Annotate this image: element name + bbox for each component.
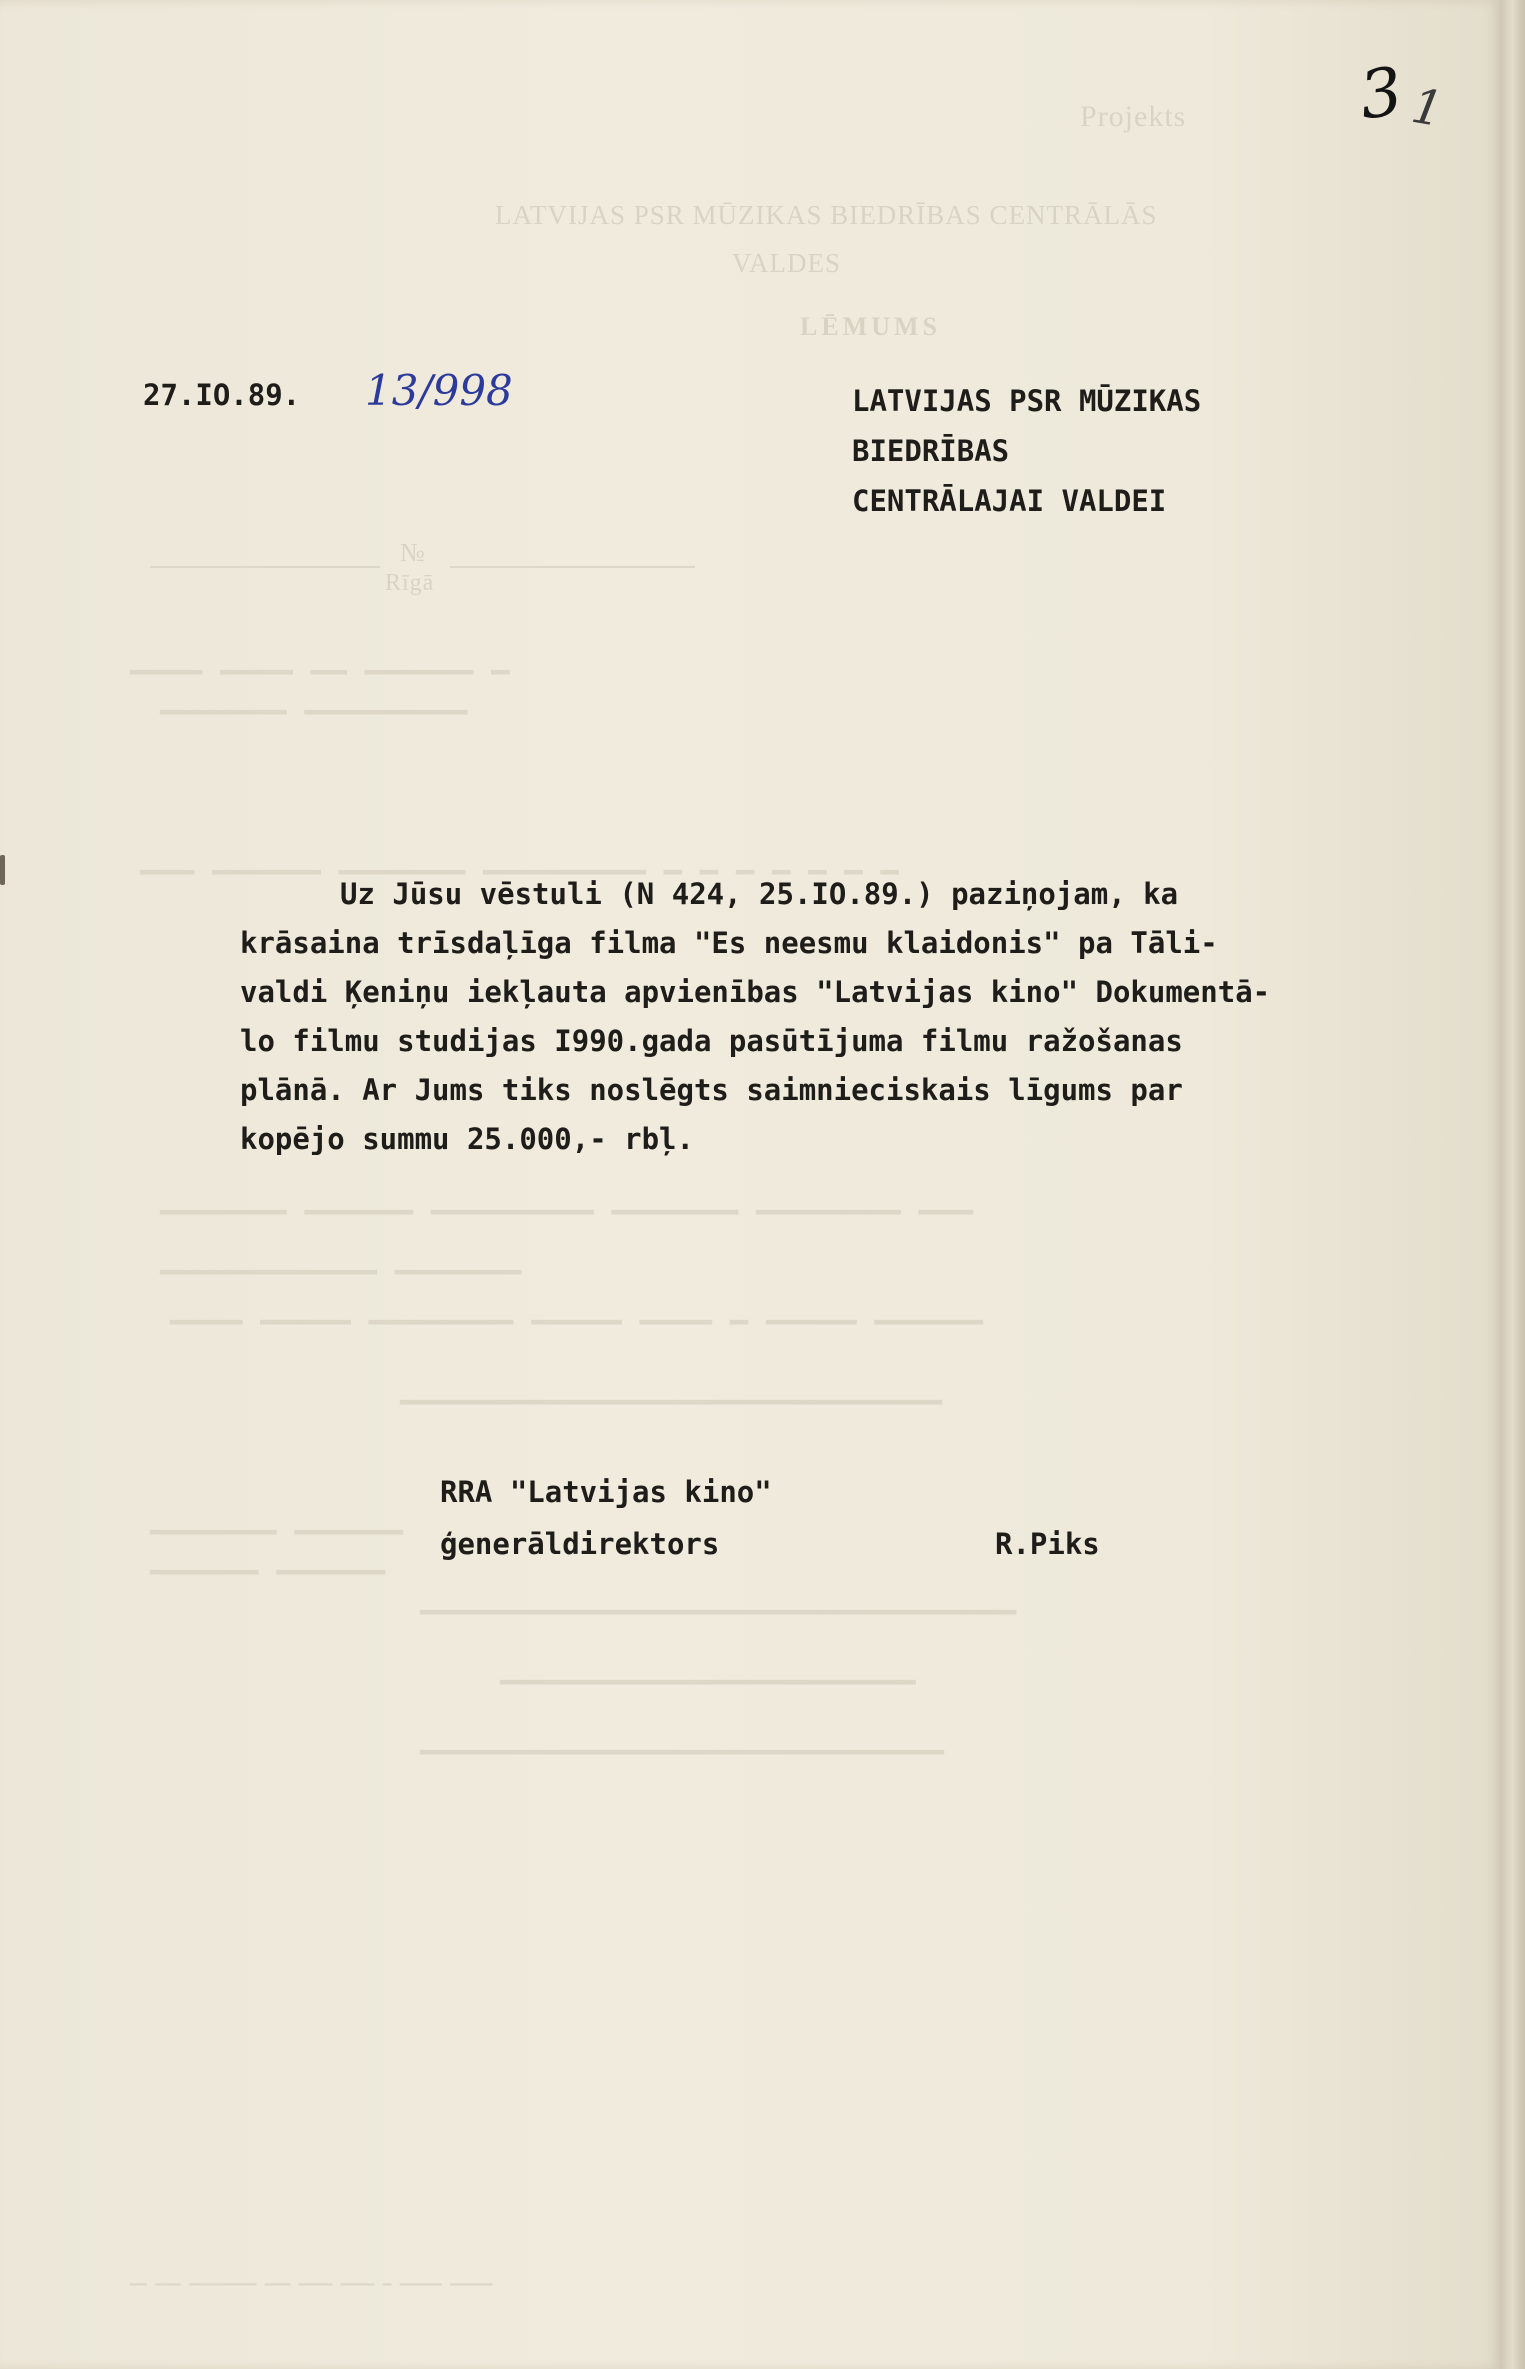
- faded-texture-12: ▁▁▁▁▁▁▁▁▁▁▁▁▁▁▁▁▁▁▁▁▁▁▁▁▁▁▁▁▁: [420, 1720, 944, 1755]
- folio-number-pencil: 1: [1407, 77, 1448, 139]
- faded-texture-6: ▁▁▁▁ ▁▁▁▁▁ ▁▁▁▁▁▁▁▁ ▁▁▁▁▁ ▁▁▁▁ ▁ ▁▁▁▁▁ ▁▁▁▁▁▁: [170, 1290, 983, 1325]
- faded-texture-11: ▁▁▁▁▁▁▁▁▁▁▁▁▁▁▁▁▁▁▁▁▁▁▁: [500, 1650, 916, 1685]
- faded-projekts: Projekts: [1080, 100, 1187, 133]
- faded-texture-5: ▁▁▁▁▁▁▁▁▁▁▁▁ ▁▁▁▁▁▁▁: [160, 1240, 522, 1275]
- faded-texture-9: ▁▁▁▁▁▁ ▁▁▁▁▁▁: [150, 1540, 385, 1575]
- faded-place: Rīgā: [385, 570, 435, 596]
- faded-texture-13: ▁▁ ▁▁▁ ▁▁▁▁▁▁▁▁ ▁▁▁ ▁▁▁▁ ▁▁▁▁ ▁ ▁▁▁▁▁ ▁▁▁▁▁: [130, 2270, 493, 2286]
- binding-mark: [0, 855, 5, 885]
- signature-title: ģenerāldirektors: [440, 1527, 720, 1561]
- body-line-6: kopējo summu 25.000,- rbļ.: [240, 1122, 694, 1156]
- addressee-line-2: BIEDRĪBAS: [852, 434, 1010, 468]
- faded-texture-8: ▁▁▁▁▁▁▁ ▁▁▁▁▁▁: [150, 1500, 403, 1535]
- addressee-block: [852, 376, 1201, 526]
- faded-texture-7: ▁▁▁▁▁▁▁▁▁▁▁▁▁▁▁▁▁▁▁▁▁▁▁▁▁▁▁▁▁▁: [400, 1370, 942, 1405]
- letter-body: [240, 870, 1460, 1164]
- addressee-line-3: CENTRĀLAJAI VALDEI: [852, 484, 1167, 518]
- faded-texture-3: ▁▁▁ ▁▁▁▁▁▁ ▁▁▁▁▁▁▁ ▁▁▁▁▁▁▁▁▁ ▁ ▁ ▁ ▁ ▁ ▁ ▁: [140, 840, 899, 875]
- folio-number: 3: [1354, 52, 1408, 135]
- letter-date: 27.IO.89.: [143, 378, 301, 412]
- signature-org: RRA "Latvijas kino": [440, 1475, 772, 1509]
- faded-texture-1: ▁▁▁▁ ▁▁▁▁ ▁▁ ▁▁▁▁▁▁ ▁: [130, 640, 510, 675]
- page-edge-stack: [1500, 0, 1525, 2369]
- faded-texture-10: ▁▁▁▁▁▁▁▁▁▁▁▁▁▁▁▁▁▁▁▁▁▁▁▁▁▁▁▁▁▁▁▁▁: [420, 1580, 1017, 1615]
- faded-texture-4: ▁▁▁▁▁▁▁ ▁▁▁▁▁▁ ▁▁▁▁▁▁▁▁▁ ▁▁▁▁▁▁▁ ▁▁▁▁▁▁▁▁ ▁▁▁: [160, 1180, 973, 1215]
- addressee-line-1: LATVIJAS PSR MŪZIKAS: [852, 384, 1202, 418]
- body-line-1: Uz Jūsu vēstuli (N 424, 25.IO.89.) paziņojam, ka: [340, 877, 1179, 911]
- faded-lemums: LĒMUMS: [800, 312, 941, 341]
- body-line-4: lo filmu studijas I990.gada pasūtījuma filmu ražošanas: [240, 1024, 1183, 1058]
- body-line-3: valdi Ķeniņu iekļauta apvienības "Latvijas kino" Dokumentā-: [240, 975, 1271, 1009]
- faded-date-underline: [150, 566, 380, 568]
- registration-number: 13/998: [365, 366, 513, 415]
- faded-number-sign: №: [400, 538, 426, 567]
- body-line-5: plānā. Ar Jums tiks noslēgts saimnieciskais līgums par: [240, 1073, 1183, 1107]
- signature-name: R.Piks: [995, 1527, 1100, 1561]
- faded-header-line1: LATVIJAS PSR MŪZIKAS BIEDRĪBAS CENTRĀLĀS: [495, 200, 1158, 230]
- faded-texture-2: ▁▁▁▁▁▁▁ ▁▁▁▁▁▁▁▁▁: [160, 680, 468, 715]
- body-line-2: krāsaina trīsdaļīga filma "Es neesmu klaidonis" pa Tāli-: [240, 926, 1218, 960]
- faded-number-underline: [450, 566, 695, 568]
- faded-header-line2: VALDES: [732, 248, 842, 278]
